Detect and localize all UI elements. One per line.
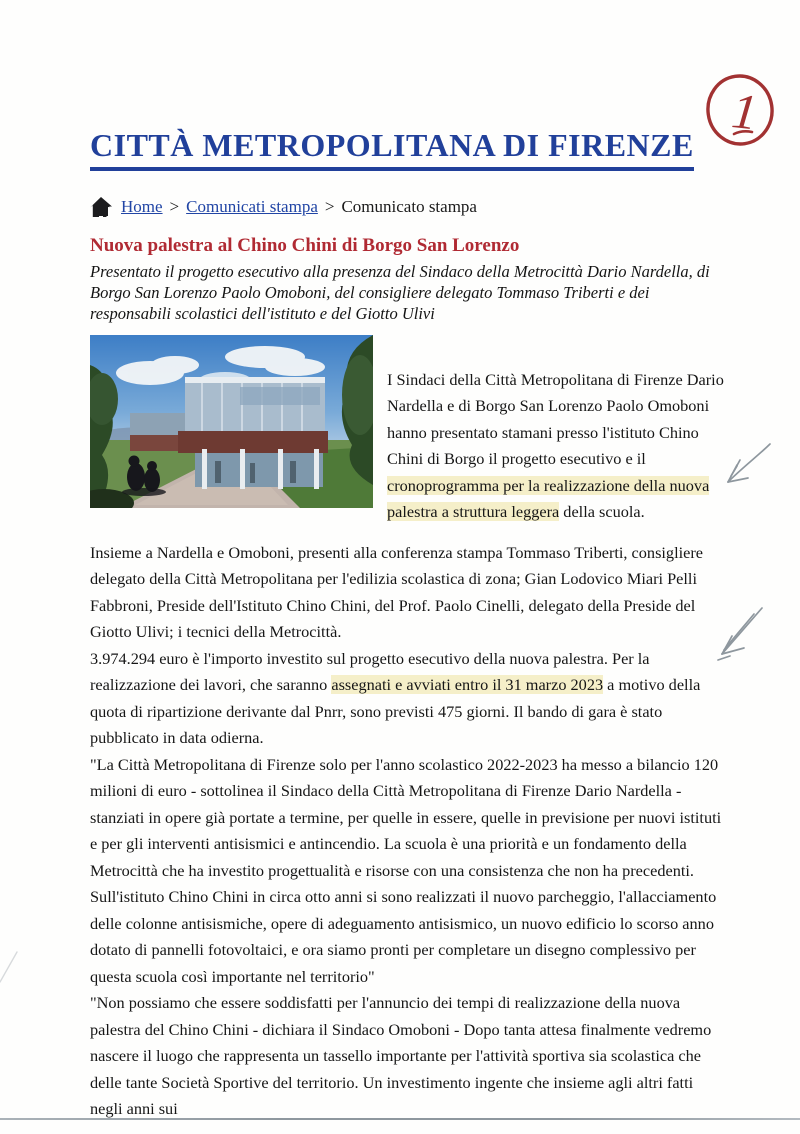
pencil-arrow-icon — [712, 602, 770, 664]
paragraph-quote-nardella: "La Città Metropolitana di Firenze solo per l'anno scolastico 2022-2023 ha messo a bilancio 120 milioni di euro - sottolinea il Sindaco della Città Metropolitana di Firenze Dario Nardella - stanziati in opere già portate a termine, per quelle in essere, quelle in previsione per nuovi istituti e per gli interventi antisismici e antincendio. La scuola è una priorità e un fondamento della Metrocittà che ha investito progettualità e risorse con una consistenza che non ha precedenti. Sull'istituto Chino Chini in circa otto anni si sono realizzati il nuovo parcheggio, l'allacciamento delle colonne antisismiche, opere di adeguamento antisismico, un nuovo edificio lo scorso anno dotato di pannelli fotovoltaici, e ora siamo pronti per completare un disegno complessivo per questa scuola così importante nel territorio" — [90, 754, 722, 986]
handwritten-page-number-annotation — [698, 68, 786, 156]
importo-text-post: a motivo della quota di ripartizione derivante dal Pnrr, sono previsti 475 giorni. Il bando di gara è stato pubblicato in data odierna. — [90, 675, 701, 748]
lead-paragraph — [387, 335, 724, 526]
home-icon[interactable] — [90, 197, 112, 217]
scan-edge-line — [0, 1118, 800, 1120]
page-number-digit: 1 — [729, 82, 760, 141]
site-masthead-title: CITTÀ METROPOLITANA DI FIRENZE — [90, 128, 694, 171]
breadcrumb-current: Comunicato stampa — [341, 197, 477, 217]
breadcrumb-separator: > — [324, 197, 335, 217]
breadcrumb-link-home[interactable]: Home — [121, 197, 163, 217]
media-row — [90, 335, 724, 526]
importo-text-pre: 3.974.294 euro è l'importo investito sul progetto esecutivo della nuova palestra. Per la realizzazione dei lavori, che saranno — [90, 648, 650, 695]
breadcrumb-link-comunicati-stampa[interactable]: Comunicati stampa — [186, 197, 318, 217]
importo-text-highlight: assegnati e avviati entro il 31 marzo 2023 — [331, 675, 604, 695]
pencil-stray-mark — [0, 948, 20, 988]
lead-text-highlight: cronoprogramma per la realizzazione della nuova palestra a struttura leggera — [387, 475, 710, 522]
article-subtitle: Presentato il progetto esecutivo alla presenza del Sindaco della Metrocittà Dario Nardella, di Borgo San Lorenzo Paolo Omoboni, del consigliere delegato Tommaso Triberti e dei responsabili scolastici dell'istituto e del Giotto Ulivi — [90, 261, 710, 323]
paragraph-importo — [90, 646, 724, 752]
lead-text-pre: I Sindaci della Città Metropolitana di Firenze Dario Nardella e di Borgo San Lorenzo Paolo Omoboni hanno presentato stamani presso l'istituto Chino Chini di Borgo il progetto esecutivo e il — [387, 369, 724, 469]
article-content — [90, 128, 724, 1123]
lead-text-post: della scuola. — [559, 502, 645, 522]
breadcrumb — [90, 197, 724, 217]
breadcrumb-separator: > — [169, 197, 180, 217]
paragraph-partecipanti: Insieme a Nardella e Omoboni, presenti alla conferenza stampa Tommaso Triberti, consigliere delegato della Città Metropolitana per l'edilizia scolastica di zona; Gian Lodovico Miari Pelli Fabbroni, Preside dell'Istituto Chino Chini, del Prof. Paolo Cinelli, delegato della Preside del Giotto Ulivi; i tecnici della Metrocittà. — [90, 542, 703, 642]
article-heading: Nuova palestra al Chino Chini di Borgo San Lorenzo — [90, 235, 520, 257]
paragraph-quote-omoboni: "Non possiamo che essere soddisfatti per l'annuncio dei tempi di realizzazione della nuova palestra del Chino Chini - dichiara il Sindaco Omoboni - Dopo tanta attesa finalmente vedremo nascere il luogo che rappresenta un tassello importante per l'attività sportiva sia scolastica che delle tante Società Sportive del territorio. Un investimento ingente che insieme agli altri fatti negli anni sui — [90, 993, 712, 1119]
pencil-arrow-icon — [720, 440, 776, 490]
article-photo — [90, 335, 373, 508]
